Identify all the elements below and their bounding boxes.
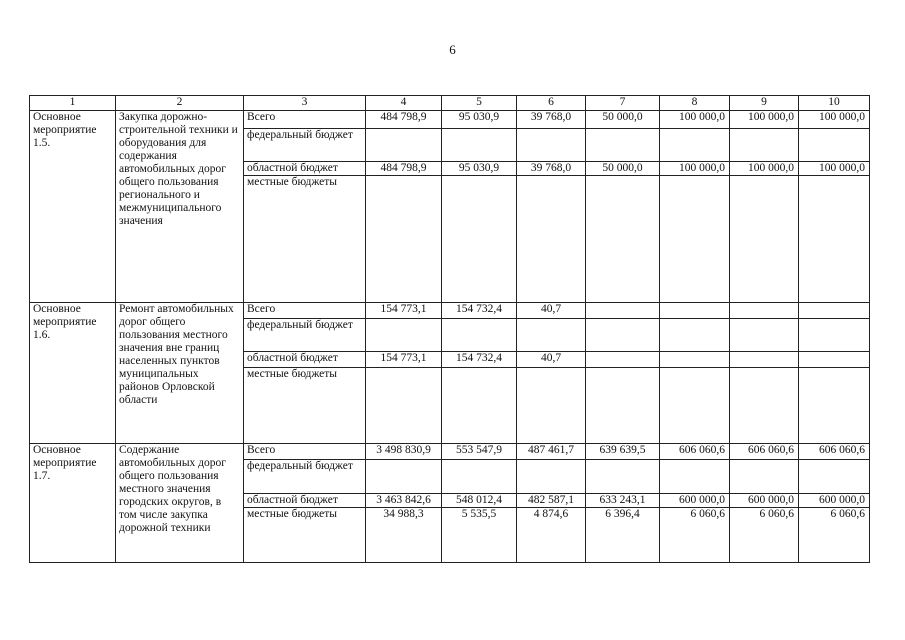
value-cell: 50 000,0 <box>586 111 660 129</box>
value-cell <box>660 352 730 368</box>
value-cell <box>660 129 730 162</box>
header-cell: 8 <box>660 96 730 111</box>
value-cell <box>799 368 870 444</box>
measure-name-cell: Содержание автомобильных дорог общего пользования местного значения городских округов, в том числе закупка дорожной техники <box>116 444 244 563</box>
value-cell <box>442 368 517 444</box>
value-cell <box>366 319 442 352</box>
table-row <box>30 444 870 460</box>
value-cell <box>586 303 660 319</box>
value-cell <box>366 176 442 303</box>
value-cell: 100 000,0 <box>660 111 730 129</box>
value-cell: 6 060,6 <box>799 508 870 563</box>
value-cell <box>730 176 799 303</box>
value-cell: 100 000,0 <box>660 162 730 176</box>
value-cell <box>799 352 870 368</box>
value-cell: 600 000,0 <box>660 494 730 508</box>
value-cell: 100 000,0 <box>730 162 799 176</box>
value-cell <box>799 129 870 162</box>
value-cell: 100 000,0 <box>799 111 870 129</box>
value-cell: 606 060,6 <box>730 444 799 460</box>
value-cell <box>660 319 730 352</box>
funding-source-cell: Всего <box>244 444 366 460</box>
value-cell: 6 060,6 <box>730 508 799 563</box>
value-cell: 154 773,1 <box>366 352 442 368</box>
value-cell: 484 798,9 <box>366 162 442 176</box>
table-row <box>30 303 870 319</box>
value-cell <box>660 368 730 444</box>
value-cell <box>586 352 660 368</box>
value-cell <box>586 319 660 352</box>
value-cell <box>586 460 660 494</box>
funding-source-cell: Всего <box>244 111 366 129</box>
value-cell: 6 396,4 <box>586 508 660 563</box>
measure-name-cell: Ремонт автомобильных дорог общего пользования местного значения вне границ населенных пунктов муниципальных районов Орловской области <box>116 303 244 444</box>
value-cell: 154 732,4 <box>442 352 517 368</box>
value-cell: 95 030,9 <box>442 111 517 129</box>
header-cell: 4 <box>366 96 442 111</box>
value-cell: 548 012,4 <box>442 494 517 508</box>
measure-name-cell: Закупка дорожно-строительной техники и оборудования для содержания автомобильных дорог общего пользования регионального и межмуниципального значения <box>116 111 244 303</box>
header-cell: 2 <box>116 96 244 111</box>
header-cell: 3 <box>244 96 366 111</box>
value-cell: 95 030,9 <box>442 162 517 176</box>
value-cell: 5 535,5 <box>442 508 517 563</box>
value-cell: 154 773,1 <box>366 303 442 319</box>
value-cell: 50 000,0 <box>586 162 660 176</box>
page-number: 6 <box>449 42 456 57</box>
funding-source-cell: местные бюджеты <box>244 176 366 303</box>
value-cell <box>442 129 517 162</box>
value-cell <box>366 129 442 162</box>
budget-table <box>29 95 870 563</box>
value-cell: 3 463 842,6 <box>366 494 442 508</box>
value-cell: 484 798,9 <box>366 111 442 129</box>
value-cell <box>730 368 799 444</box>
measure-cell: Основное мероприятие 1.6. <box>30 303 116 444</box>
value-cell <box>366 460 442 494</box>
value-cell: 553 547,9 <box>442 444 517 460</box>
value-cell <box>730 319 799 352</box>
value-cell <box>517 319 586 352</box>
funding-source-cell: областной бюджет <box>244 352 366 368</box>
funding-source-cell: местные бюджеты <box>244 368 366 444</box>
value-cell: 39 768,0 <box>517 162 586 176</box>
value-cell <box>799 460 870 494</box>
value-cell <box>730 460 799 494</box>
value-cell <box>517 176 586 303</box>
value-cell: 3 498 830,9 <box>366 444 442 460</box>
value-cell <box>586 368 660 444</box>
value-cell: 600 000,0 <box>799 494 870 508</box>
value-cell <box>660 176 730 303</box>
value-cell <box>799 176 870 303</box>
value-cell <box>586 176 660 303</box>
funding-source-cell: областной бюджет <box>244 162 366 176</box>
value-cell: 600 000,0 <box>730 494 799 508</box>
value-cell: 4 874,6 <box>517 508 586 563</box>
header-cell: 1 <box>30 96 116 111</box>
funding-source-cell: федеральный бюджет <box>244 460 366 494</box>
measure-cell: Основное мероприятие 1.7. <box>30 444 116 563</box>
value-cell: 639 639,5 <box>586 444 660 460</box>
value-cell: 100 000,0 <box>799 162 870 176</box>
value-cell: 487 461,7 <box>517 444 586 460</box>
value-cell <box>366 368 442 444</box>
value-cell: 40,7 <box>517 303 586 319</box>
value-cell <box>517 460 586 494</box>
value-cell: 606 060,6 <box>660 444 730 460</box>
value-cell <box>799 319 870 352</box>
measure-cell: Основное мероприятие 1.5. <box>30 111 116 303</box>
value-cell: 100 000,0 <box>730 111 799 129</box>
value-cell: 39 768,0 <box>517 111 586 129</box>
value-cell: 40,7 <box>517 352 586 368</box>
value-cell <box>730 352 799 368</box>
value-cell: 154 732,4 <box>442 303 517 319</box>
funding-source-cell: областной бюджет <box>244 494 366 508</box>
value-cell: 34 988,3 <box>366 508 442 563</box>
value-cell <box>442 176 517 303</box>
value-cell <box>660 460 730 494</box>
value-cell <box>517 368 586 444</box>
header-cell: 5 <box>442 96 517 111</box>
value-cell <box>730 303 799 319</box>
value-cell <box>442 460 517 494</box>
funding-source-cell: местные бюджеты <box>244 508 366 563</box>
funding-source-cell: Всего <box>244 303 366 319</box>
value-cell <box>730 129 799 162</box>
funding-source-cell: федеральный бюджет <box>244 319 366 352</box>
header-cell: 7 <box>586 96 660 111</box>
header-cell: 10 <box>799 96 870 111</box>
header-cell: 9 <box>730 96 799 111</box>
value-cell <box>660 303 730 319</box>
value-cell <box>586 129 660 162</box>
value-cell: 606 060,6 <box>799 444 870 460</box>
value-cell <box>442 319 517 352</box>
funding-source-cell: федеральный бюджет <box>244 129 366 162</box>
value-cell <box>799 303 870 319</box>
value-cell: 633 243,1 <box>586 494 660 508</box>
value-cell <box>517 129 586 162</box>
table-row <box>30 111 870 129</box>
header-cell: 6 <box>517 96 586 111</box>
value-cell: 482 587,1 <box>517 494 586 508</box>
header-row <box>30 96 870 111</box>
value-cell: 6 060,6 <box>660 508 730 563</box>
